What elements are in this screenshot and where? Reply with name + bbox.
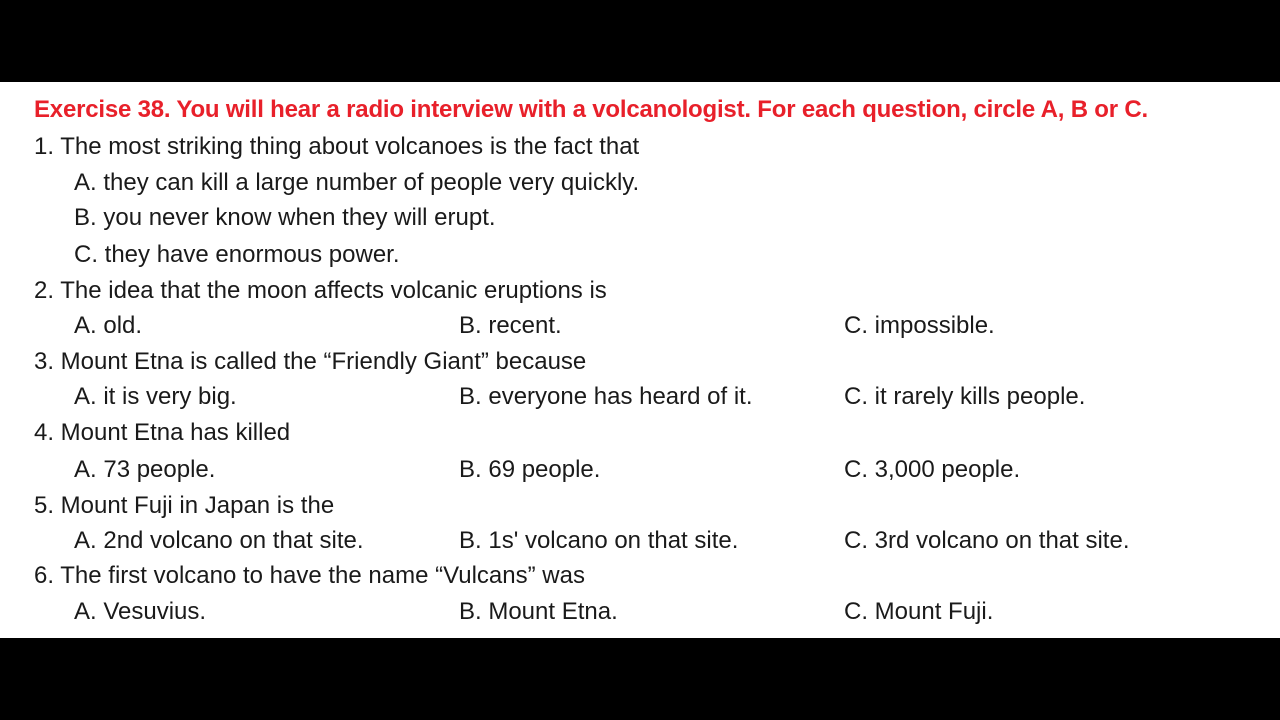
question-6-option-a[interactable]: A. Vesuvius. [74, 598, 207, 625]
question-3-option-a[interactable]: A. it is very big. [74, 383, 237, 410]
question-6-option-c[interactable]: C. Mount Fuji. [844, 598, 994, 625]
question-3-option-b[interactable]: B. everyone has heard of it. [459, 383, 753, 410]
question-4-stem: 4. Mount Etna has killed [34, 419, 291, 446]
question-1-option-a[interactable]: A. they can kill a large number of people very quickly. [74, 169, 640, 196]
question-5-option-a[interactable]: A. 2nd volcano on that site. [74, 527, 364, 554]
question-2-stem: 2. The idea that the moon affects volcanic eruptions is [34, 277, 607, 304]
question-2-option-c[interactable]: C. impossible. [844, 312, 995, 339]
question-5-option-b[interactable]: B. 1s' volcano on that site. [459, 527, 739, 554]
question-4-option-a[interactable]: A. 73 people. [74, 456, 216, 483]
question-3-option-c[interactable]: C. it rarely kills people. [844, 383, 1086, 410]
question-2-option-a[interactable]: A. old. [74, 312, 143, 339]
exercise-title: Exercise 38. You will hear a radio interview with a volcanologist. For each question, circle A, B or C. [34, 96, 1148, 123]
worksheet-page [0, 82, 1280, 638]
question-3-stem: 3. Mount Etna is called the “Friendly Giant” because [34, 348, 587, 375]
question-1-option-c[interactable]: C. they have enormous power. [74, 241, 400, 268]
question-1-option-b[interactable]: B. you never know when they will erupt. [74, 204, 496, 231]
question-5-option-c[interactable]: C. 3rd volcano on that site. [844, 527, 1130, 554]
question-4-option-b[interactable]: B. 69 people. [459, 456, 601, 483]
question-5-stem: 5. Mount Fuji in Japan is the [34, 492, 335, 519]
question-6-stem: 6. The first volcano to have the name “Vulcans” was [34, 562, 585, 589]
question-1-stem: 1. The most striking thing about volcanoes is the fact that [34, 133, 640, 160]
question-6-option-b[interactable]: B. Mount Etna. [459, 598, 618, 625]
question-4-option-c[interactable]: C. 3,000 people. [844, 456, 1021, 483]
question-2-option-b[interactable]: B. recent. [459, 312, 562, 339]
